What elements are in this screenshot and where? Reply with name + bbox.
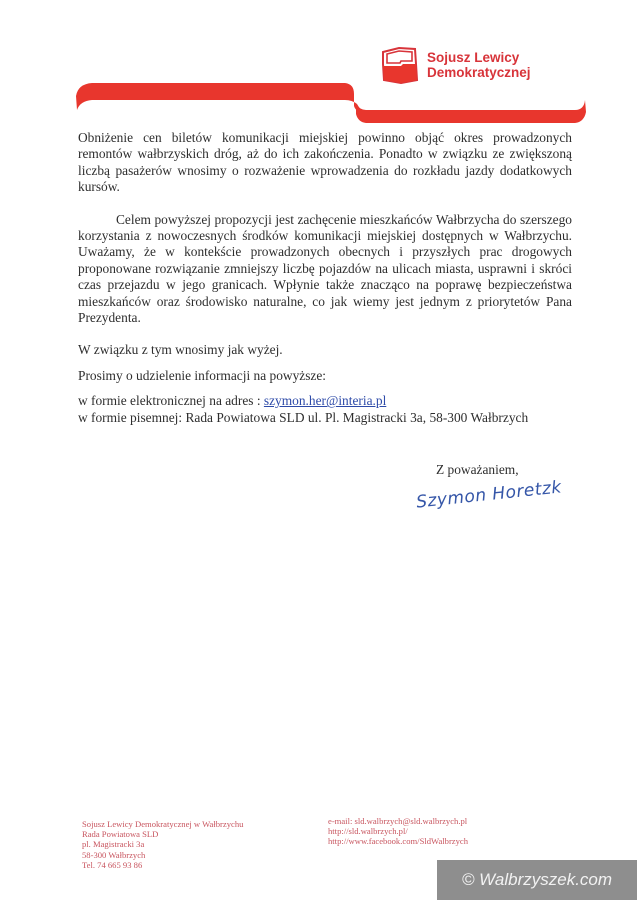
footer-email: e-mail: sld.walbrzych@sld.walbrzych.pl xyxy=(328,816,468,826)
footer-left-line: pl. Magistracki 3a xyxy=(82,839,145,850)
paragraph-1: Obniżenie cen biletów komunikacji miejskiej powinno objąć okres prowadzonych remontów wałbrzyskich dróg, aż do ich zakończenia. Ponadto w związku ze zwiększoną liczbą pasażerów wnosimy o rozważenie wprowadzenia do rozkładu jazdy dodatkowych kursów. xyxy=(78,130,572,195)
paragraph-4: Prosimy o udzielenie informacji na powyższe: xyxy=(78,367,327,383)
closing: Z poważaniem, xyxy=(436,462,519,478)
org-name xyxy=(427,50,531,80)
footer-left-line: Rada Powiatowa SLD xyxy=(82,829,159,840)
org-name-line2: Demokratycznej xyxy=(427,65,531,80)
contact-info xyxy=(78,393,572,426)
signature: Szymon Horetzk xyxy=(415,476,563,513)
footer-left-line: Tel. 74 665 93 86 xyxy=(82,859,143,870)
contact-electronic xyxy=(78,393,572,409)
footer-facebook: http://www.facebook.com/SldWalbrzych xyxy=(328,836,469,847)
banner-left-bar xyxy=(76,83,362,112)
sign-off xyxy=(415,462,586,513)
letter-body xyxy=(78,130,572,513)
contact-electronic-label: w formie elektronicznej na adres : xyxy=(78,393,264,409)
contact-email-link[interactable]: szymon.her@interia.pl xyxy=(263,393,387,409)
contact-written: w formie pisemnej: Rada Powiatowa SLD ul. Pl. Magistracki 3a, 58-300 Wałbrzych xyxy=(78,409,529,425)
footer-left-line: Sojusz Lewicy Demokratycznej w Wałbrzychu xyxy=(82,819,244,829)
footer-contacts xyxy=(328,816,468,847)
footer-left-line: 58-300 Wałbrzych xyxy=(82,849,146,860)
org-name-line1: Sojusz Lewicy xyxy=(427,50,520,65)
sld-logo xyxy=(381,46,541,86)
banner-right-bar xyxy=(356,100,586,123)
paragraph-3: W związku z tym wnosimy jak wyżej. xyxy=(78,342,283,358)
paragraph-2: Celem powyższej propozycji jest zachęcenie mieszkańców Wałbrzycha do szerszego korzystania z nowoczesnych środków komunikacji miejskiej dostępnych w Wałbrzychu. Uważamy, że w kontekście prowadzonych obecnych i przyszłych prac drogowych proponowane rozwiązanie zmniejszy liczbę pojazdów na ulicach miasta, usprawni i skróci czas przejazdu w jego granicach. Wpłynie także znacząco na poprawę bezpieczeństwa mieszkańców oraz środowisko naturalne, co jak wiemy jest jednym z priorytetów Pana Prezydenta. xyxy=(78,211,572,326)
poland-map-flag-icon xyxy=(381,46,419,84)
footer-address xyxy=(82,819,243,870)
header-red-banner xyxy=(0,0,637,140)
footer-website: http://sld.walbrzych.pl/ xyxy=(328,826,408,837)
watermark: © Walbrzyszek.com xyxy=(437,860,637,900)
